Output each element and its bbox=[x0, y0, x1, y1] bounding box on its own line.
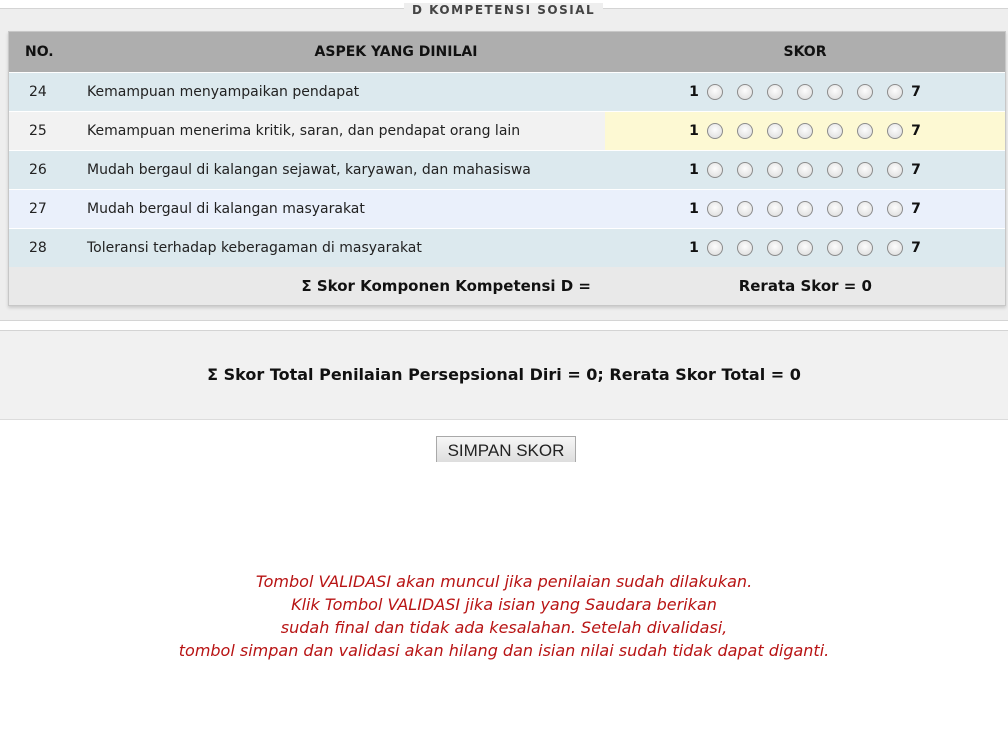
score-radio-2[interactable] bbox=[737, 84, 753, 100]
score-radio-7[interactable] bbox=[887, 201, 903, 217]
score-radio-1[interactable] bbox=[707, 201, 723, 217]
total-panel bbox=[0, 330, 1008, 420]
score-radio-6[interactable] bbox=[857, 162, 873, 178]
row-aspek: Kemampuan menyampaikan pendapat bbox=[87, 84, 360, 100]
score-radio-1[interactable] bbox=[707, 240, 723, 256]
row-aspek: Toleransi terhadap keberagaman di masyarakat bbox=[87, 240, 422, 256]
scale-max-label: 7 bbox=[911, 84, 921, 100]
score-radio-5[interactable] bbox=[827, 123, 843, 139]
score-radio-1[interactable] bbox=[707, 84, 723, 100]
header-skor: SKOR bbox=[783, 44, 827, 60]
note-line: Tombol VALIDASI akan muncul jika penilaian sudah dilakukan. bbox=[255, 572, 753, 591]
score-radio-group bbox=[605, 73, 1005, 111]
scale-min-label: 1 bbox=[689, 201, 699, 217]
scale-max-label: 7 bbox=[911, 162, 921, 178]
table-row bbox=[9, 150, 1005, 189]
header-aspek: ASPEK YANG DINILAI bbox=[314, 44, 478, 60]
score-radio-group bbox=[605, 190, 1005, 228]
score-radio-2[interactable] bbox=[737, 240, 753, 256]
row-aspek: Kemampuan menerima kritik, saran, dan pendapat orang lain bbox=[87, 123, 521, 139]
score-radio-3[interactable] bbox=[767, 162, 783, 178]
score-radio-4[interactable] bbox=[797, 84, 813, 100]
score-radio-1[interactable] bbox=[707, 123, 723, 139]
note-line: Klik Tombol VALIDASI jika isian yang Saudara berikan bbox=[291, 595, 717, 614]
note-line: tombol simpan dan validasi akan hilang dan isian nilai sudah tidak dapat diganti. bbox=[178, 641, 830, 660]
score-radio-6[interactable] bbox=[857, 201, 873, 217]
scale-min-label: 1 bbox=[689, 123, 699, 139]
validation-note bbox=[0, 570, 1008, 662]
score-radio-4[interactable] bbox=[797, 123, 813, 139]
score-radio-7[interactable] bbox=[887, 84, 903, 100]
row-number: 24 bbox=[29, 84, 47, 100]
scale-max-label: 7 bbox=[911, 240, 921, 256]
scale-min-label: 1 bbox=[689, 84, 699, 100]
score-radio-5[interactable] bbox=[827, 162, 843, 178]
score-radio-6[interactable] bbox=[857, 123, 873, 139]
table-row bbox=[9, 228, 1005, 267]
score-radio-3[interactable] bbox=[767, 123, 783, 139]
table-header bbox=[9, 32, 1005, 72]
row-aspek: Mudah bergaul di kalangan masyarakat bbox=[87, 201, 365, 217]
score-radio-5[interactable] bbox=[827, 201, 843, 217]
score-radio-group bbox=[605, 229, 1005, 267]
row-number: 28 bbox=[29, 240, 47, 256]
score-radio-7[interactable] bbox=[887, 240, 903, 256]
score-radio-5[interactable] bbox=[827, 84, 843, 100]
score-radio-3[interactable] bbox=[767, 84, 783, 100]
score-table bbox=[8, 31, 1006, 306]
section-title: D KOMPETENSI SOSIAL bbox=[404, 3, 603, 17]
score-radio-4[interactable] bbox=[797, 162, 813, 178]
competency-panel bbox=[0, 3, 1008, 321]
score-radio-1[interactable] bbox=[707, 162, 723, 178]
scale-min-label: 1 bbox=[689, 240, 699, 256]
score-radio-3[interactable] bbox=[767, 240, 783, 256]
score-radio-7[interactable] bbox=[887, 162, 903, 178]
table-row bbox=[9, 111, 1005, 150]
score-radio-3[interactable] bbox=[767, 201, 783, 217]
row-number: 27 bbox=[29, 201, 47, 217]
row-number: 25 bbox=[29, 123, 47, 139]
score-radio-6[interactable] bbox=[857, 240, 873, 256]
header-no: NO. bbox=[25, 44, 54, 60]
row-number: 26 bbox=[29, 162, 47, 178]
score-radio-6[interactable] bbox=[857, 84, 873, 100]
score-radio-5[interactable] bbox=[827, 240, 843, 256]
component-sum-row bbox=[9, 267, 1005, 305]
component-average: Rerata Skor = 0 bbox=[738, 277, 872, 295]
score-radio-2[interactable] bbox=[737, 201, 753, 217]
component-sum-label: Σ Skor Komponen Kompetensi D = bbox=[301, 277, 591, 295]
total-score-text: Σ Skor Total Penilaian Persepsional Diri = 0; Rerata Skor Total = 0 bbox=[207, 365, 801, 384]
scale-max-label: 7 bbox=[911, 201, 921, 217]
table-row bbox=[9, 72, 1005, 111]
score-radio-group bbox=[605, 151, 1005, 189]
scale-max-label: 7 bbox=[911, 123, 921, 139]
score-radio-2[interactable] bbox=[737, 123, 753, 139]
score-radio-2[interactable] bbox=[737, 162, 753, 178]
score-radio-7[interactable] bbox=[887, 123, 903, 139]
save-score-button[interactable]: SIMPAN SKOR bbox=[436, 436, 576, 462]
note-line: sudah final dan tidak ada kesalahan. Setelah divalidasi, bbox=[280, 618, 728, 637]
scale-min-label: 1 bbox=[689, 162, 699, 178]
table-row bbox=[9, 189, 1005, 228]
score-radio-group bbox=[605, 112, 1005, 150]
row-aspek: Mudah bergaul di kalangan sejawat, karyawan, dan mahasiswa bbox=[87, 162, 531, 178]
score-radio-4[interactable] bbox=[797, 240, 813, 256]
score-radio-4[interactable] bbox=[797, 201, 813, 217]
